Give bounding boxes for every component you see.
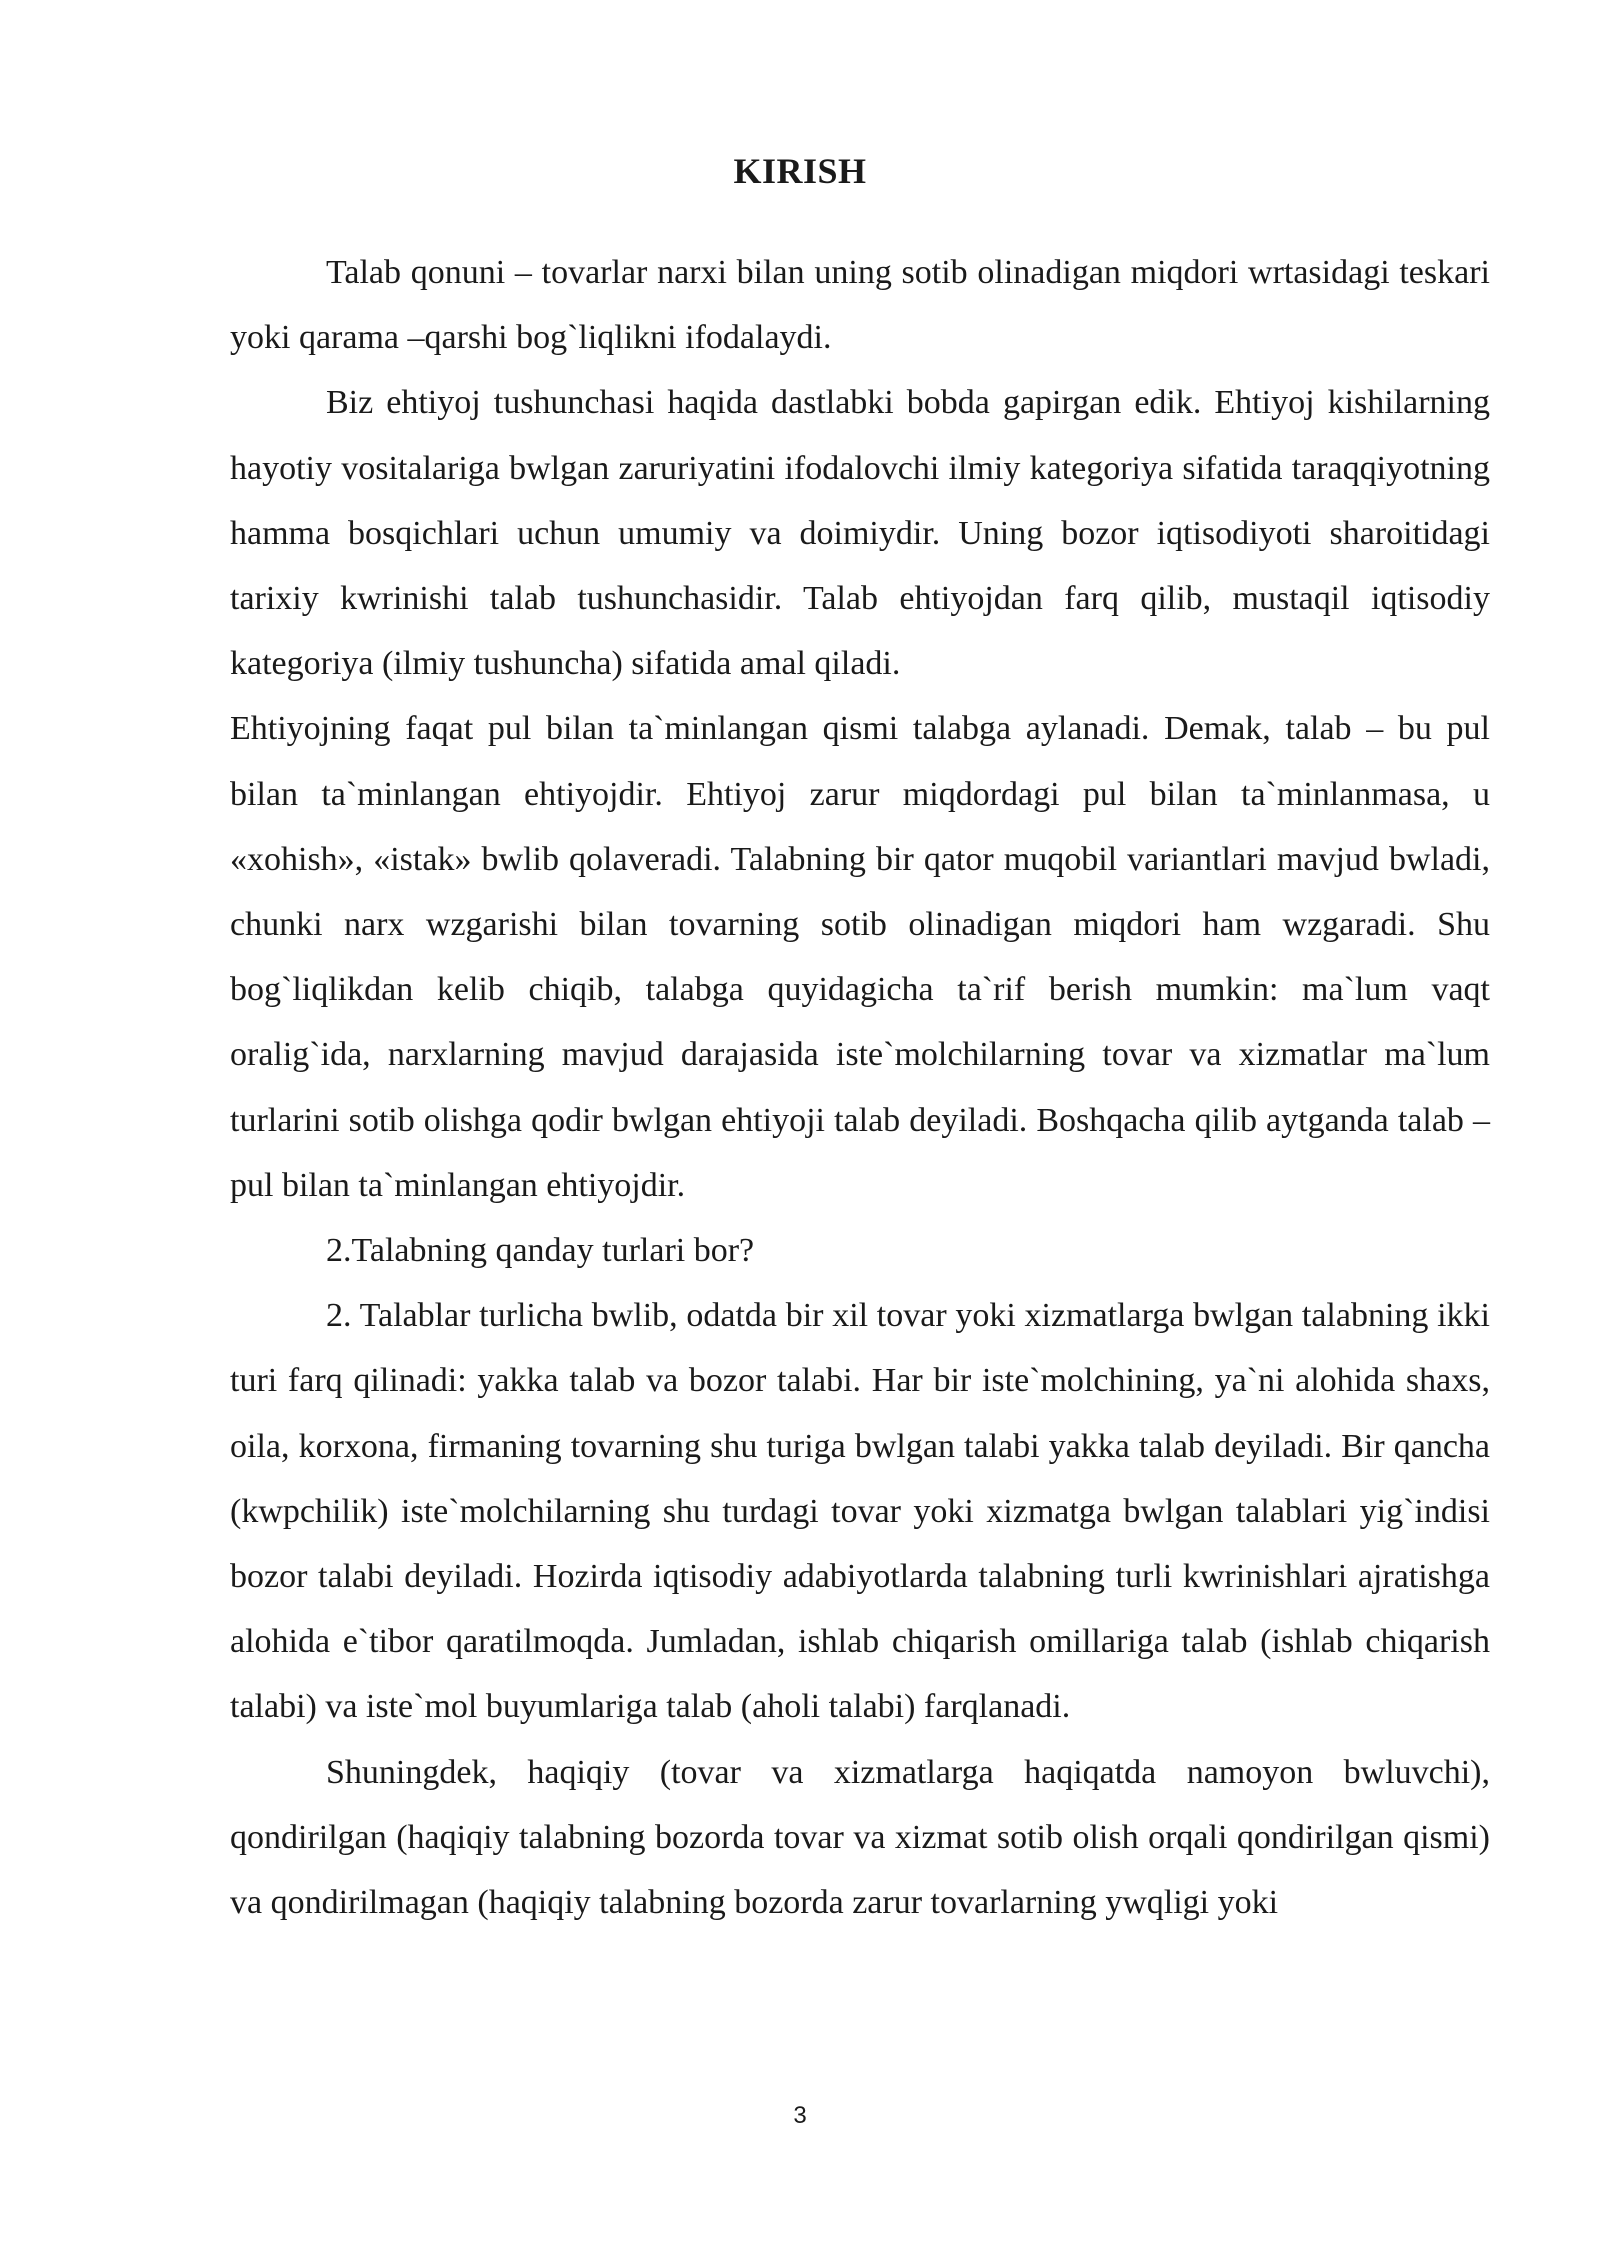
paragraph-1: Talab qonuni – tovarlar narxi bilan uning sotib olinadigan miqdori wrtasidagi teskari yoki qarama –qarshi bog`liqlikni ifodalaydi. xyxy=(230,254,1490,357)
paragraph-4: 2.Talabning qanday turlari bor? xyxy=(326,1232,755,1270)
paragraph-2: Biz ehtiyoj tushunchasi haqida dastlabki bobda gapirgan edik. Ehtiyoj kishilarning hayotiy vositalariga bwlgan zaruriyatini ifodalovchi ilmiy kategoriya sifatida taraqqiyotning hamma bosqichlari uchun umumiy va doimiydir. Uning bozor iqtisodiyoti sharoitidagi tarixiy kwrinishi talab tushunchasidir. Talab ehtiyojdan farq qilib, mustaqil iqtisodiy kategoriya (ilmiy tushuncha) sifatida amal qiladi. xyxy=(230,384,1490,683)
paragraph-6: Shuningdek, haqiqiy (tovar va xizmatlarga haqiqatda namoyon bwluvchi), qondirilgan (haqiqiy talabning bozorda tovar va xizmat sotib olish orqali qondirilgan qismi) va qondirilmagan (haqiqiy talabning bozorda zarur tovarlarning ywqligi yoki xyxy=(230,1753,1490,1922)
paragraph-5: 2. Talablar turlicha bwlib, odatda bir xil tovar yoki xizmatlarga bwlgan talabning ikki turi farq qilinadi: yakka talab va bozor talabi. Har bir iste`molchining, ya`ni alohida shaxs, oila, korxona, firmaning tovarning shu turiga bwlgan talabi yakka talab deyiladi. Bir qancha (kwpchilik) iste`molchilarning shu turdagi tovar yoki xizmatga bwlgan talablari yig`indisi bozor talabi deyiladi. Hozirda iqtisodiy adabiyotlarda talabning turli kwrinishlari ajratishga alohida e`tibor qaratilmoqda. Jumladan, ishlab chiqarish omillariga talab (ishlab chiqarish talabi) va iste`mol buyumlariga talab (aholi talabi) farqlanadi. xyxy=(230,1297,1490,1726)
body-text xyxy=(230,240,1490,1935)
paragraph-3: Ehtiyojning faqat pul bilan ta`minlangan qismi talabga aylanadi. Demak, talab – bu pul bilan ta`minlangan ehtiyojdir. Ehtiyoj zarur miqdordagi pul bilan ta`minlanmasa, u «xohish», «istak» bwlib qolaveradi. Talabning bir qator muqobil variantlari mavjud bwladi, chunki narx wzgarishi bilan tovarning sotib olinadigan miqdori ham wzgaradi. Shu bog`liqlikdan kelib chiqib, talabga quyidagicha ta`rif berish mumkin: ma`lum vaqt oralig`ida, narxlarning mavjud darajasida iste`molchilarning tovar va xizmatlar ma`lum turlarini sotib olishga qodir bwlgan ehtiyoji talab deyiladi. Boshqacha qilib aytganda talab – pul bilan ta`minlangan ehtiyojdir. xyxy=(230,710,1490,1204)
page-heading: KIRISH xyxy=(733,151,867,191)
page-number: 3 xyxy=(793,2102,807,2129)
